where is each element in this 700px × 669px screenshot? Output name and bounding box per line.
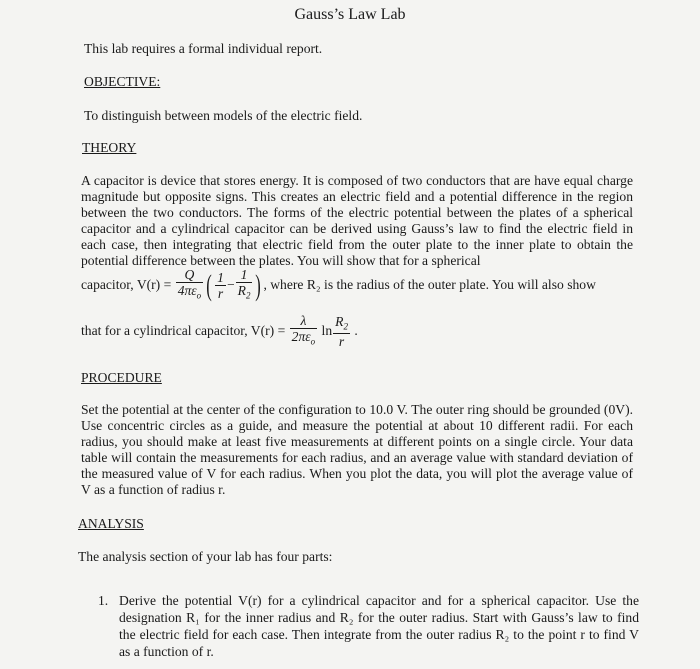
left-paren: ( [206,268,212,302]
cylindrical-lambda-fraction: $\frac{\lambda}{2\pi\varepsilon_o}$ [291,313,316,347]
inverse-r-fraction: $\frac{1}{r}$ [217,269,224,301]
inverse-r2-fraction: $\frac{1}{R_2}$ [237,267,251,301]
cylindrical-formula [81,314,358,350]
objective-text: To distinguish between models of the electric field. [84,108,363,123]
spherical-tail: , where R₂ is the radius of the outer plate. You will also show [263,276,596,292]
list-item-text: Derive the potential V(r) for a cylindrical capacitor and for a spherical capacitor. Use the designation R₁ for the inner radius and R₂ for the outer radius. Start with Gauss’s law to find the electric field for each case. Then integrate from the outer radius R₂ to the point r to find V as a function of r. [119,593,639,659]
procedure-heading: PROCEDURE [81,370,162,385]
procedure-paragraph: Set the potential at the center of the configuration to 10.0 V. The outer ring should be grounded (0V). Use concentric circles as a guide, and measure the potential at about 10 different radii. For each radius, you should make at least five measurements at different points on a single circle. Your data table will contain the measurements for each radius, and an average value with standard deviation of the measured value of V for each radius. When you plot the data, you will plot the average value of V as a function of radius r. [81,402,633,497]
objective-heading: OBJECTIVE: [84,74,161,89]
spherical-formula: capacitor, V(r) = $\frac{Q}{4\pi\varepsilon_o}$ ( $\frac{1}{r}$ − $\frac{1}{R_2}$ ) , where R₂ is the radius of the outer plate. You will also show [81,267,596,302]
theory-heading: THEORY [82,140,137,155]
radius-ratio-fraction: $\frac{R_2}{r}$ [335,313,348,350]
analysis-heading: ANALYSIS [78,516,144,531]
spherical-q-fraction: $\frac{Q}{4\pi\varepsilon_o}$ [177,267,202,301]
list-item-number: 1. [98,593,109,608]
theory-paragraph: A capacitor is device that stores energy. It is composed of two conductors that are have equal charge magnitude but opposite signs. This creates an electric field and a potential difference in the region between the two conductors. The forms of the electric potential between the plates of a spherical capacitor and a cylindrical capacitor can be derived using Gauss’s law to find the electric field in each case, then integrating that electric field from the outer plate to the inner plate to obtain the potential difference between the plates. You will show that for a spherical [81,173,633,268]
cylindrical-lead: that for a cylindrical capacitor, V(r) = [81,322,286,338]
formula-period: . [354,322,358,338]
right-paren: ) [255,268,262,302]
analysis-intro: The analysis section of your lab has four parts: [78,549,333,564]
intro-text: This lab requires a formal individual report. [84,41,323,56]
document-title: Gauss’s Law Lab [294,6,406,23]
spherical-lead: capacitor, V(r) = [81,276,172,292]
ln-operator: ln [321,322,333,338]
